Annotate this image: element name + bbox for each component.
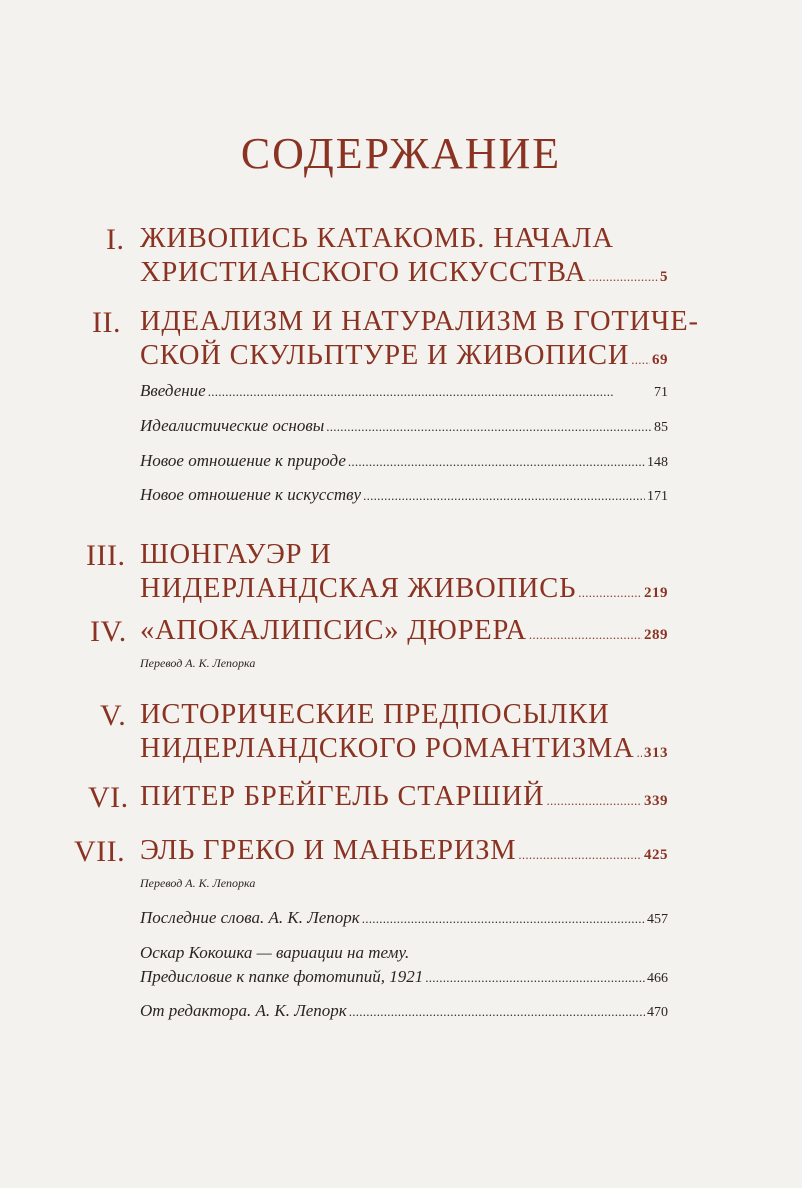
chapter-title-line1: ПИТЕР БРЕЙГЕЛЬ СТАРШИЙ xyxy=(140,781,545,812)
page-number: 219 xyxy=(644,585,668,601)
chapter-title-line2: НИДЕРЛАНДСКАЯ ЖИВОПИСЬ xyxy=(140,573,577,604)
appendix-entry[interactable] xyxy=(140,908,668,928)
page-title: СОДЕРЖАНИЕ xyxy=(240,129,562,178)
section-entry[interactable] xyxy=(140,485,668,505)
page-number: 85 xyxy=(654,420,668,435)
section-label: Новое отношение к природе xyxy=(140,451,346,470)
chapter-title-line1: ЖИВОПИСЬ КАТАКОМБ. НАЧАЛА xyxy=(140,223,614,254)
page-number: 457 xyxy=(647,912,668,927)
chapter-title-line1: «АПОКАЛИПСИС» ДЮРЕРА xyxy=(140,615,527,646)
dot-leader xyxy=(208,384,652,400)
dot-leader xyxy=(326,419,652,435)
dot-leader xyxy=(631,343,650,377)
appendix-label: Последние слова. А. К. Лепорк xyxy=(140,908,360,927)
dot-leader xyxy=(578,576,642,610)
chapter-number: IV. xyxy=(90,615,127,648)
translator-note: Перевод А. К. Лепорка xyxy=(140,876,256,890)
section-label: Новое отношение к искусству xyxy=(140,485,362,504)
page-number: 470 xyxy=(647,1005,668,1020)
page-number: 425 xyxy=(644,847,668,863)
chapter-title-line2: СКОЙ СКУЛЬПТУРЕ И ЖИВОПИСИ xyxy=(140,340,630,371)
chapter-title-line2-row xyxy=(140,732,668,770)
page-number: 148 xyxy=(647,455,668,470)
translator-note: Перевод А. К. Лепорка xyxy=(140,656,256,670)
dot-leader xyxy=(363,488,645,504)
page-number: 69 xyxy=(652,352,668,368)
chapter-title-line2: НИДЕРЛАНДСКОГО РОМАНТИЗМА xyxy=(140,733,635,764)
chapter-number: V. xyxy=(100,699,127,732)
dot-leader xyxy=(518,838,642,872)
chapter-number: II. xyxy=(92,306,121,339)
chapter-number: III. xyxy=(86,539,126,572)
page-number: 171 xyxy=(647,489,668,504)
chapter-title-line2-row xyxy=(140,339,668,377)
dot-leader xyxy=(529,618,642,652)
section-label: Введение xyxy=(140,381,206,400)
chapter-title-line1: ЭЛЬ ГРЕКО И МАНЬЕРИЗМ xyxy=(140,835,517,866)
page-number: 339 xyxy=(644,793,668,809)
chapter-title-line1: ИСТОРИЧЕСКИЕ ПРЕДПОСЫЛКИ xyxy=(140,699,610,730)
section-entry[interactable] xyxy=(140,381,668,401)
page-number: 5 xyxy=(660,269,668,285)
chapter-title-line2-row xyxy=(140,256,668,294)
chapter-title-line1: ШОНГАУЭР И xyxy=(140,539,332,570)
section-label: Идеалистические основы xyxy=(140,416,325,435)
dot-leader xyxy=(349,1004,645,1020)
section-entry[interactable] xyxy=(140,451,668,471)
page-number: 289 xyxy=(644,627,668,643)
chapter-title-line1-row xyxy=(140,780,668,818)
dot-leader xyxy=(588,260,658,294)
page-number: 466 xyxy=(647,971,668,986)
chapter-number: VII. xyxy=(74,835,126,868)
chapter-title-line2: ХРИСТИАНСКОГО ИСКУССТВА xyxy=(140,257,587,288)
chapter-title-line1-row xyxy=(140,614,668,652)
appendix-label-line1[interactable]: Оскар Кокошка — вариации на тему. xyxy=(140,943,410,962)
chapter-title-line1: ИДЕАЛИЗМ И НАТУРАЛИЗМ В ГОТИЧЕ- xyxy=(140,306,699,337)
appendix-label: От редактора. А. К. Лепорк xyxy=(140,1001,347,1020)
appendix-label-line2: Предисловие к папке фототипий, 1921 xyxy=(140,967,424,986)
dot-leader xyxy=(637,736,643,770)
section-entry[interactable] xyxy=(140,416,668,436)
chapter-number: VI. xyxy=(88,781,129,814)
dot-leader xyxy=(425,970,645,986)
appendix-entry[interactable] xyxy=(140,967,668,987)
page-number: 71 xyxy=(654,385,668,400)
chapter-title-line1-row xyxy=(140,834,668,872)
appendix-entry[interactable] xyxy=(140,1001,668,1021)
dot-leader xyxy=(546,784,642,818)
chapter-title-line2-row xyxy=(140,572,668,610)
dot-leader xyxy=(348,454,645,470)
chapter-number: I. xyxy=(106,223,125,256)
dot-leader xyxy=(362,911,645,927)
page-number: 313 xyxy=(644,745,668,761)
